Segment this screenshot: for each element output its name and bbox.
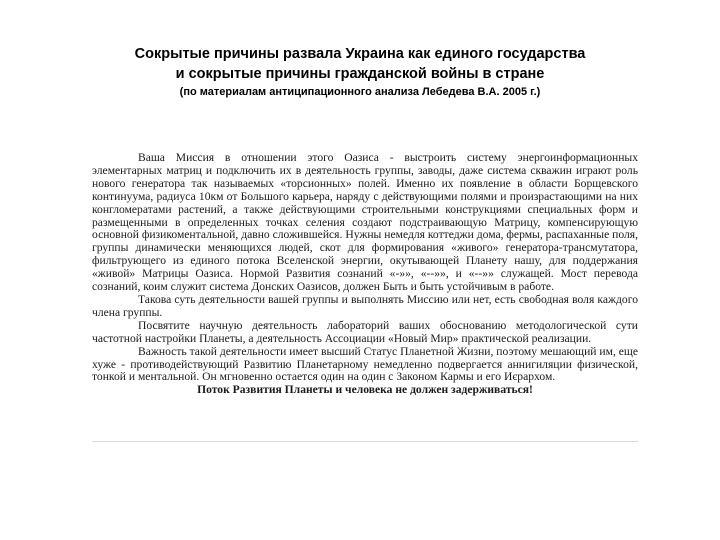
subtitle: (по материалам антиципационного анализа Лебедева В.А. 2005 г.) [179, 86, 541, 98]
scanned-text-block [92, 152, 638, 397]
slide-title [0, 44, 720, 100]
paragraph-2: Такова суть деятельности вашей группы и выполнять Миссию или нет, есть свободная воля каждого члена группы. [92, 292, 638, 319]
closing-line: Поток Развития Планеты и человека не должен задерживаться! [197, 383, 533, 397]
divider [92, 441, 638, 442]
paragraph-4: Важность такой деятельности имеет высший Статус Планетной Жизни, поэтому мешающий им, еще хуже - противодействующий Развитию Планетарному немедленно подвергается аннигиляции физической, тонкой и ментальной. Он мгновенно остается один на один с Законом Кармы и его Иєрархом. [92, 344, 638, 384]
title-line-1: Сокрытые причины развала Украина как единого государства [134, 46, 586, 62]
title-line-2: и сокрытые причины гражданской войны в стране [175, 66, 545, 82]
paragraph-3: Посвятите научную деятельность лабораторий ваших обоснованию методологической сути частотной настройки Планеты, а деятельность Ассоциации «Новый Мир» практической реализации. [92, 318, 638, 345]
paragraph-1: Ваша Миссия в отношении этого Оазиса - выстроить систему энергоинформационных элементарных матриц и подключить их в деятельность группы, заводы, даже система скважин играют роль нового генератора так называемых «торсионных» полей. Именно их появление в области Борщевского континуума, радиуса 10км от Большого карьера, наряду с действующими полями и произрастающими на них конгломератами растений, а также действующими строительными конструкциями специальных форм и размещенными в определенных точках селения создают подстраивающую Матрицу, компенсирующую основной физикоментальной, давно сложившейся. Нужны немедля коттеджи дома, фермы, распаханные поля, группы динамически меняющихся людей, скот для формирования «живого» генератора-трансмутатора, фильтрующего из единого потока Вселенской энергии, окутывающей Планету нашу, для поддержания «живой» Матрицы Оазиса. Нормой Развития сознаний «-»», «--»», и «--»» служащей. Мост перевода сознаний, коим служит система Донских Оазисов, должен Быть и быть устойчивым в работе. [92, 151, 638, 294]
